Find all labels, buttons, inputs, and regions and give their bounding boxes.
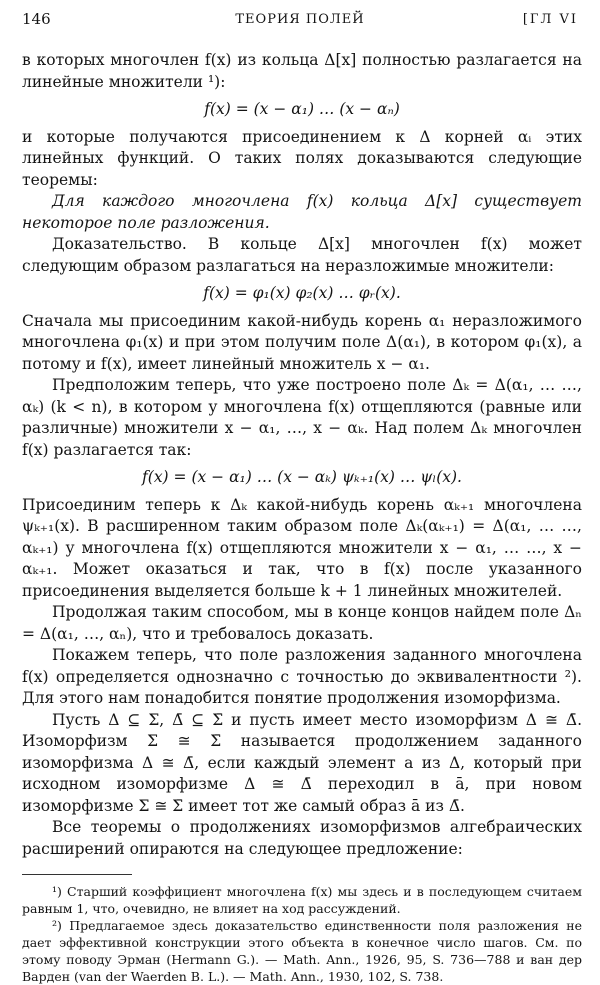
footnote: ¹) Старший коэффициент многочлена f(x) мы здесь и в последующем считаем равным 1, что, очевидно, не влияет на ход рассуждений. xyxy=(22,884,582,916)
footnote-divider xyxy=(22,874,132,875)
footnote: ²) Предлагаемое здесь доказательство единственности поля разложения не дает эффективной конструкции этого объекта в конечное число шагов. См. по этому поводу Эрман (Hermann G.). — Math. Ann., 1926, 95, S. 736—788 и ван дер Варден (van der Waerden B. L.). — Math. Ann., 1930, 102, S. 738. xyxy=(22,918,582,984)
proof-paragraph: Доказательство. В кольце Δ[x] многочлен f(x) может следующим образом разлагаться на неразложимые множители: xyxy=(22,235,582,275)
formula: f(x) = (x − α₁) … (x − αₙ) xyxy=(204,100,400,118)
page-number: 146 xyxy=(22,10,51,28)
theorem: Для каждого многочлена f(x) кольца Δ[x] существует некоторое поле разложения. xyxy=(22,192,582,232)
formula: f(x) = φ₁(x) φ₂(x) … φᵣ(x). xyxy=(203,284,401,302)
paragraph: Покажем теперь, что поле разложения заданного многочлена f(x) определяется однозначно с точностью до эквивалентности ²). Для этого нам понадобится понятие продолжения изоморфизма. xyxy=(22,646,582,707)
paragraph: в которых многочлен f(x) из кольца Δ[x] полностью разлагается на линейные множители ¹): xyxy=(22,51,582,91)
running-title: ТЕОРИЯ ПОЛЕЙ xyxy=(235,12,365,27)
paragraph: Все теоремы о продолжениях изоморфизмов алгебраических расширений опираются на следующее предложение: xyxy=(22,818,582,858)
paragraph: Сначала мы присоединим какой-нибудь корень α₁ неразложимого многочлена φ₁(x) и при этом получим поле Δ(α₁), в котором φ₁(x), а потому и f(x), имеет линейный множитель x − α₁. xyxy=(22,311,582,373)
paragraph: Присоединим теперь к Δₖ какой-нибудь корень αₖ₊₁ многочлена ψₖ₊₁(x). В расширенном таким образом поле Δₖ(αₖ₊₁) = Δ(α₁, … …, αₖ₊₁) у многочлена f(x) отщепляются множители x − α₁, … …, x − αₖ₊₁. Может оказаться и так, что в f(x) после указанного присоединения выделяется больше k + 1 линейных множителей. xyxy=(22,495,582,600)
paragraph: Пусть Δ ⊆ Σ, Δ̄ ⊆ Σ̄ и пусть имеет место изоморфизм Δ ≅ Δ̄. Изоморфизм Σ ≅ Σ̄ называется продолжением заданного изоморфизма Δ ≅ Δ̄, если каждый элемент a из Δ, который при исходном изоморфизме Δ ≅ Δ̄ переходил в ā, при новом изоморфизме Σ ≅ Σ̄ имеет тот же самый образ ā из Δ̄. xyxy=(22,710,582,815)
formula: f(x) = (x − α₁) … (x − αₖ) ψₖ₊₁(x) … ψₗ(x). xyxy=(142,468,462,486)
paragraph: Предположим теперь, что уже построено поле Δₖ = Δ(α₁, … …, αₖ) (k < n), в котором у многочлена f(x) отщепляются (равные или различные) множители x − α₁, …, x − αₖ. Над полем Δₖ многочлен f(x) разлагается так: xyxy=(22,376,582,459)
paragraph: и которые получаются присоединением к Δ корней αᵢ этих линейных функций. О таких полях доказываются следующие теоремы: xyxy=(22,127,582,189)
main-text xyxy=(22,50,582,985)
paragraph: Продолжая таким способом, мы в конце концов найдем поле Δₙ = Δ(α₁, …, αₙ), что и требовалось доказать. xyxy=(22,603,582,643)
chapter-label: [ГЛ VI xyxy=(522,12,578,27)
